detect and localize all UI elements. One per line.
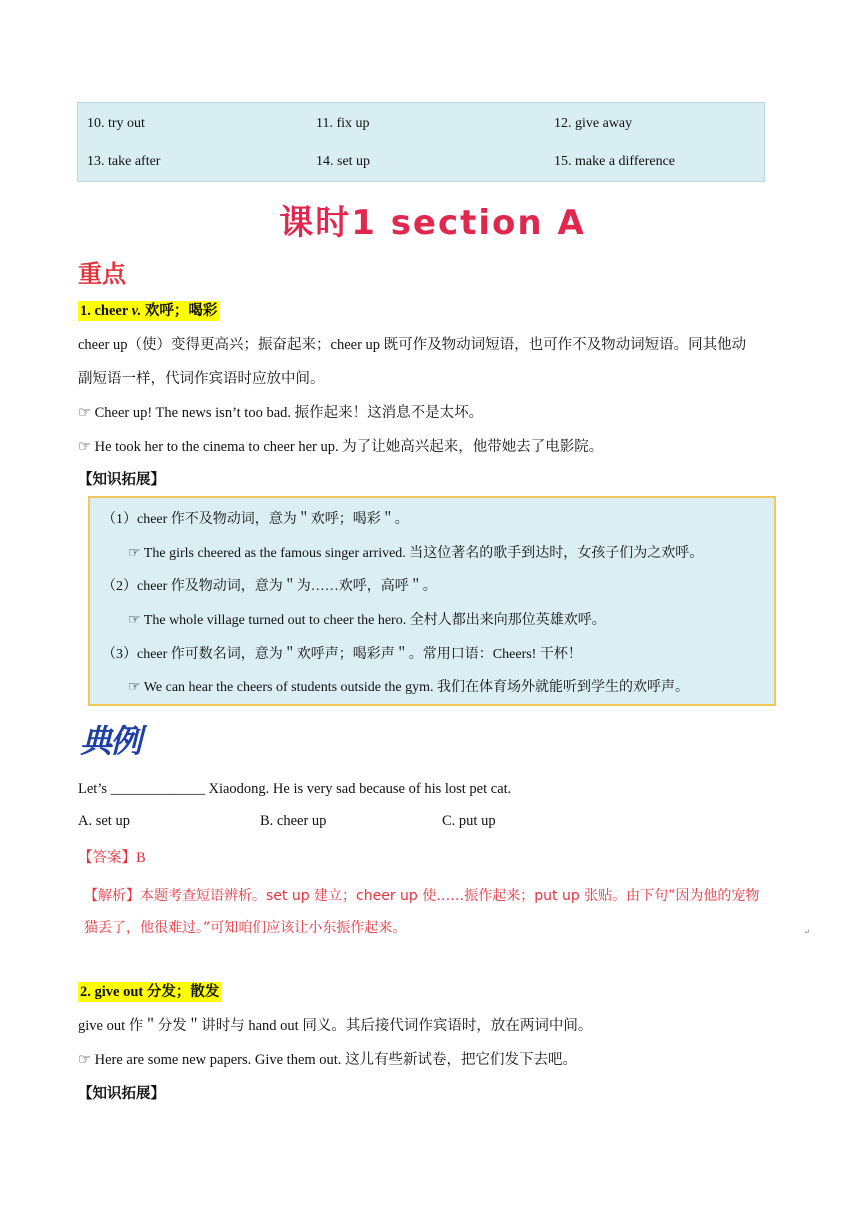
item1-example-1: ☞ Cheer up! The news isn’t too bad. 振作起来！这消息不是太坏。 (78, 405, 484, 421)
item1-desc-line2: 副短语一样，代词作宾语时应放中间。 (78, 371, 325, 387)
ext-example-2: ☞ The whole village turned out to cheer the hero. 全村人都出来向那位英雄欢呼。 (128, 613, 606, 628)
item1-example-2: ☞ He took her to the cinema to cheer her up. 为了让她高兴起来，他带她去了电影院。 (78, 439, 604, 455)
analysis-line-2: 猫丢了，他很难过。”可知咱们应该让小东振作起来。 (84, 920, 407, 936)
phrase-cell: 14. set up (316, 154, 371, 169)
phrase-cell: 10. try out (87, 116, 145, 131)
phrase-cell: 12. give away (554, 116, 633, 131)
item2-heading-highlight: 2. give out 分发；散发 (80, 984, 220, 1000)
item1-heading (78, 301, 788, 321)
example-logo: 典例 (80, 722, 141, 760)
item2-example-1: ☞ Here are some new papers. Give them out. 这儿有些新试卷，把它们发下去吧。 (78, 1052, 578, 1068)
paragraph-mark: ↵ (804, 928, 810, 936)
phrase-cell: 15. make a difference (554, 154, 676, 169)
knowledge-extension-label-2: 【知识拓展】 (78, 1086, 165, 1102)
knowledge-extension-label: 【知识拓展】 (78, 472, 165, 488)
analysis-text (84, 880, 804, 944)
option-b: B. cheer up (260, 813, 327, 829)
section-heading: 重点 (78, 260, 126, 288)
item1-desc-line1: cheer up（使）变得更高兴；振奋起来；cheer up 既可作及物动词短语，也可作不及物动词短语。同其他动 (78, 337, 747, 353)
knowledge-extension-box (88, 496, 776, 706)
ext-rule-2: （2）cheer 作及物动词，意为＂为……欢呼，高呼＂。 (102, 579, 437, 594)
item2-heading (78, 982, 788, 1002)
phrase-table (77, 102, 765, 182)
analysis-line-1: 【解析】本题考查短语辨析。set up 建立；cheer up 使……振作起来；put up 张贴。由下句”因为他的宠物 (84, 888, 760, 904)
item2-desc: give out 作＂分发＂讲时与 hand out 同义。其后接代词作宾语时，放在两词中间。 (78, 1018, 593, 1034)
answer-text: 【答案】B (78, 850, 146, 866)
ext-example-3: ☞ We can hear the cheers of students outside the gym. 我们在体育场外就能听到学生的欢呼声。 (128, 680, 689, 695)
item1-meaning: 欢呼；喝彩 (144, 303, 218, 319)
lesson-banner: 课时1 section A (279, 202, 586, 243)
ext-example-1: ☞ The girls cheered as the famous singer arrived. 当这位著名的歌手到达时，女孩子们为之欢呼。 (128, 546, 704, 561)
option-a: A. set up (78, 813, 130, 829)
item1-word: 1. cheer (80, 303, 129, 319)
phrase-cell: 13. take after (87, 154, 161, 169)
item1-pos: v. (131, 303, 142, 319)
ext-rule-1: （1）cheer 作不及物动词，意为＂欢呼；喝彩＂。 (102, 512, 409, 527)
item1-heading-highlight (78, 301, 219, 321)
option-c: C. put up (442, 813, 496, 829)
phrase-cell: 11. fix up (316, 116, 370, 131)
ext-rule-3: （3）cheer 作可数名词，意为＂欢呼声；喝彩声＂。常用口语：Cheers! 干杯！ (102, 647, 582, 662)
question-text: Let’s _____________ Xiaodong. He is very sad because of his lost pet cat. (78, 781, 512, 797)
